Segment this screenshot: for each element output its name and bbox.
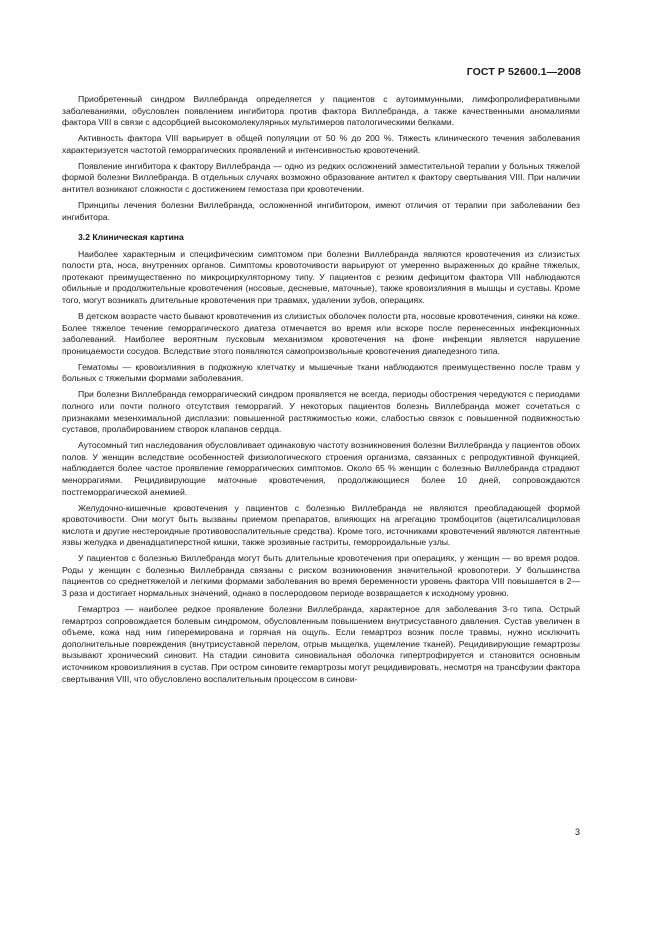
paragraph-surgery-childbirth: У пациентов с болезнью Виллебранда могут быть длительные кровотечения при операциях, у женщин — во время родов. Роды у женщин с болезнью Виллебранда связаны с риском возникновения значительной кровопотери. У большинства пациентов со среднетяжелой и легкими формами заболевания во время беременности уровень фактора VIII повышается в 2—3 раза и достигает нормальных значений, однако в послеродовом периоде возвращается к исходному уровню.	[62, 553, 580, 599]
paragraph-acquired-syndrome: Приобретенный синдром Виллебранда определяется у пациентов с аутоиммунными, лимфопролиферативными заболеваниями, обусловлен появлением ингибитора против фактора Виллебранда, а также качественными аномалиями фактора VIII в связи с адсорбцией высокомолекулярных мультимеров патологическими белками.	[62, 94, 580, 128]
paragraph-hemarthrosis: Гемартроз — наиболее редкое проявление болезни Виллебранда, характерное для заболевания 3-го типа. Острый гемартроз сопровождается болевым синдромом, обусловленным повышением внутрисуставного давления. Сустав увеличен в объеме, кожа над ним гиперемирована и горячая на ощупь. Если гемартроз возник после травмы, нужно исключить дополнительные повреждения (внутрисуставной перелом, отрыв мыщелка, ущемление тканей). Рецидивирующие гемартрозы вызывают хронический синовит. На стадии синовита синовиальная оболочка гипертрофируется и становится основным источником кровоизлияния в сустав. При остром синовите гемартрозы могут рецидивировать, несмотря на трансфузии фактора свертывания VIII, что обусловлено воспалительным процессом в синови-	[62, 604, 580, 684]
section-heading-clinical-picture: 3.2 Клиническая картина	[78, 232, 184, 243]
paragraph-gastrointestinal: Желудочно-кишечные кровотечения у пациентов с болезнью Виллебранда не являются преобладающей формой кровоточивости. Они могут быть вызваны приемом препаратов, влияющих на агрегацию тромбоцитов (ацетилсалициловая кислота и другие нестероидные противовоспалительные средства). Кроме того, источниками кровотечений являются латентные язвы желудка и двенадцатиперстной кишки, также эрозивные гастриты, геморроидальные узлы.	[62, 502, 580, 548]
paragraph-inheritance: Аутосомный тип наследования обусловливает одинаковую частоту возникновения болезни Виллебранда у пациентов обоих полов. У женщин вследствие особенностей физиологического строения организма, связанных с репродуктивной функцией, наблюдается более частое проявление геморрагических симптомов. Около 65 % женщин с болезнью Виллебранда страдают меноррагиями. Рецидивирующие маточные кровотечения, продолжающиеся более 10 дней, сопровождаются постгеморрагической анемией.	[62, 440, 580, 497]
paragraph-factor-activity: Активность фактора VIII варьирует в общей популяции от 50 % до 200 %. Тяжесть клинического течения заболевания характеризуется частотой геморрагических проявлений и интенсивностью кровотечений.	[62, 133, 580, 155]
paragraph-main-symptom: Наиболее характерным и специфическим симптомом при болезни Виллебранда являются кровотечения из слизистых полости рта, носа, внутренних органов. Симптомы кровоточивости варьируют от умеренно выраженных до крайне тяжелых, протекают преимущественно по микроциркуляторному типу. У пациентов с резким дефицитом фактора VIII наблюдаются обильные и продолжительные кровотечения (носовые, десневые, маточные), также кровоизлияния в мышцы и суставы. Кроме того, могут возникать длительные кровотечения при травмах, удалении зубов, операциях.	[62, 248, 580, 306]
document-body	[62, 94, 580, 690]
document-header-standard: ГОСТ Р 52600.1—2008	[466, 66, 581, 78]
paragraph-hematomas: Гематомы — кровоизлияния в подкожную клетчатку и мышечные ткани наблюдаются преимущественно после травм у больных с тяжелыми формами заболевания.	[62, 361, 580, 384]
paragraph-hemorrhagic-syndrome: При болезни Виллебранда геморрагический синдром проявляется не всегда, периоды обострения чередуются с периодами полного или почти полного отсутствия геморрагий. У некоторых пациентов болезнь Виллебранда может сочетаться с признаками мезенхимальной дисплазии: повышенной растяжимостью кожи, слабостью связок с повышенной подвижностью суставов, пролабированием створок клапанов сердца.	[62, 389, 580, 435]
paragraph-inhibitor: Появление ингибитора к фактору Виллебранда — одно из редких осложнений заместительной терапии у больных тяжелой формой болезни Виллебранда. В отдельных случаях возможно образование антител к фактору свертывания VIII. При наличии антител возникают сложности с достижением гемостаза при кровотечении.	[62, 160, 580, 194]
paragraph-treatment-principles: Принципы лечения болезни Виллебранда, осложненной ингибитором, имеют отличия от терапии при заболевании без ингибитора.	[62, 199, 580, 222]
page-number: 3	[574, 827, 580, 837]
paragraph-childhood: В детском возрасте часто бывают кровотечения из слизистых оболочек полости рта, носовые кровотечения, синяки на коже. Более тяжелое течение геморрагического диатеза отмечается во время или вскоре после перенесенных инфекционных заболеваний. Наиболее вероятным пусковым механизмом кровотечения на фоне инфекции является нарушение проницаемости сосудов. Вследствие этого появляются самопроизвольные кровотечения диапедезного типа.	[62, 311, 580, 356]
